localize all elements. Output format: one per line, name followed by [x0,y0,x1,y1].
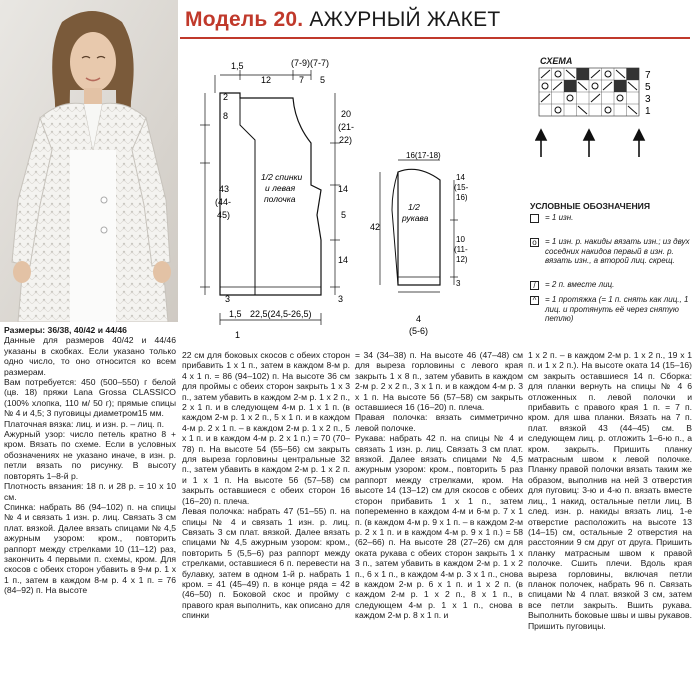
sleeve-label-r11: (11- [454,245,468,254]
instructions-column-2 [182,350,350,621]
sizes-paragraph: Размеры: 36/38, 40/42 и 44/46 [4,325,127,335]
legend-text-purl: = 1 изн. [545,213,574,222]
left-front-paragraph: Левая полочка: набрать 47 (51–55) п. на спицы № 4 и связать 1 изн. р. лиц. Связать 3 см плат. вязкой. Далее вязать спицами № 4,5 ажурным узором: кром., повторить 5 (5,5–6) раз раппорт между стрелками, оставшиеся 6 п. перевести на булавку, затем в одном 1-й р. набрать 1 кром. = 41 (45–49) п. в конце ряда = 42 (46–50) п. Боковой скос и пройму с правого края выполнить, как описано для спинки [182,506,350,621]
sleeve-label-bottom-5: (5-6) [409,326,429,336]
body-label-bottom-15: 1,5 [229,309,242,319]
body-label-right-22: 22) [339,135,353,145]
gauge-paragraph: Плотность вязания: 18 п. и 28 р. = 10 х 10 см. [4,481,176,502]
body-label-left-3: 3 [225,294,231,304]
assembly-paragraph: 1 х 2 п. – в каждом 2-м р. 1 х 2 п., 19 х 1 п. и 1 х 2 п.). На высоте оката 14 (15–16) см закрыть оставшиеся 14 п. Сборка: для планки вернуть на спицы № 4 6 отложенных п. левой полочки и прибавить с правого края 1 п. = 7 п. кром. для шва планки. Вязать на 7 п. плат. вязкой 43 (44–45) см. В следующем лиц. р. отложить 1–6-ю п., а кром. закрыть. Пришить планку матрасным швом к левой полочке. Планку правой полочки вязать таким же образом, выполнив на ней 3 отверстия для пуговиц: 3-ю и 4-ю п. вязать вместе лиц., 1 накид, остальные петли лиц. В след. изн. р. накиды вязать лиц. 1-е отверстие расположить на высоте 13 (14–15) см, остальные 2 отверстия на расстоянии 9 см друг от друга. Пришить планку матрасным швом к правой полочке. Сшить плечи. Вдоль края выреза горловины, включая петли планок полочек, набрать 96 п. Связать спицами № 4 плат. вязкой 3 см, затем все петли закрыть. Вшить рукава. Выполнить боковые швы и швы рукавов. Пришить пуговицы. [528,350,692,631]
materials-paragraph: Вам потребуется: 450 (500–550) г белой (цв. 18) пряжи Lana Grossa CLASSICO (100% хлопка, 110 м/ 50 г); прямые спицы № 4 и 4,5; 3 пуговицы диаметром15 мм. [4,377,176,419]
sizes-note: Данные для размеров 40/42 и 44/46 указаны в скобках. Если указано только одно число, то оно относится ко всем размерам. [4,335,176,377]
scheme-title: СХЕМА [540,56,573,66]
legend-symbol-k2tog: / [530,281,539,290]
body-center-line3: полочка [264,194,296,204]
right-front-paragraph: Правая полочка: вязать симметрично левой полочке. [355,412,523,433]
body-label-right-3: 3 [338,294,344,304]
garter-stitch-paragraph: Платочная вязка: лиц. и изн. р. – лиц. п. [4,418,165,429]
sleeve-label-r16: 16) [456,193,468,202]
scheme-row-3: 3 [645,94,651,105]
body-center-line1: 1/2 спинки [261,172,303,182]
model-number: Модель 20. [185,8,304,31]
body-pattern-diagram [195,55,370,350]
back-continued-paragraph: 22 см для боковых скосов с обеих сторон прибавить 1 х 1 п., затем в каждом 8-м р. 4 х 1 п. = 86 (94–102) п. На высоте 36 см для проймы с обеих сторон закрыть 1 х 3 п., затем убавить в каждом 2-м р. 1 х 2 п., 2 х 1 п. и в следующем 4-м р. 1 х 1 п. (в каждом 2-м р. 1 х 2 п., 5 х 1 п. и в каждом 4-м р. 2 х 1 п. – в каждом 2-м р. 1 х 2 п., 5 х 1 п. и в каждом 4-м р. 2 х 1 п.) = 70 (70–78) п. На высоте 54 (55–56) см закрыть для выреза горловины центральные 32 п., затем убавить в каждом 2-м р. 1 х 2 п. и 1 х 1 п. На высоте 56 (57–58) см закрыть оставшиеся с обеих сторон 16 (16–20) п. плеча. [182,350,350,506]
scheme-row-5: 5 [645,82,651,93]
sleeve-pattern-diagram [370,150,475,340]
body-label-left-43c: 45) [217,210,231,220]
sleeve-label-bottom-4: 4 [416,314,422,324]
model-photo-illustration [0,0,178,322]
legend-symbol-skp: ^ [530,296,539,305]
body-label-top-width: 12 [261,75,272,85]
body-label-right-14a: 14 [338,184,349,194]
sleeve-label-r14: 14 [456,173,465,182]
body-label-right-21: (21- [338,122,355,132]
model-name: АЖУРНЫЙ ЖАКЕТ [309,8,501,31]
sleeve-label-left: 42 [370,222,381,232]
back-paragraph: Спинка: набрать 86 (94–102) п. на спицы № 4 и связать 1 изн. р. лиц. Связать 3 см плат. вязкой. Далее вязать спицами № 4,5 ажурным узором: кром., повторить раппорт между стрелками 10 (11–12) раз, закончить 4 первыми п. схемы, кром. Для скосов с обеих сторон убавить в 9-м р. 1 х 1 п., затем в каждом 8-м р. 4 х 1 п. = 76 (84–92) п. На высоте [4,501,176,596]
sleeve-center-line2: рукава [402,213,429,223]
sleeve-label-r12: 12) [456,255,468,264]
scheme-row-1: 1 [645,106,651,117]
scheme-row-7: 7 [645,70,651,81]
legend-title: УСЛОВНЫЕ ОБОЗНАЧЕНИЯ [530,201,651,211]
body-label-bottom-1: 1 [235,330,241,340]
title-divider [180,37,690,39]
body-label-top-left: 1,5 [231,61,244,71]
body-label-right-20: 20 [341,109,352,119]
legend-symbol-yo: o [530,238,539,247]
model-photo [0,0,178,322]
sleeve-label-top: 16(17-18) [406,151,441,160]
body-label-bottom-width: 22,5(24,5-26,5) [250,309,312,319]
page-title [185,8,500,32]
sleeve-label-r15: (15- [454,183,469,192]
legend-text-k2tog: = 2 п. вместе лиц. [545,280,615,289]
body-center-line2: и левая [265,183,296,193]
legend-symbol-purl [530,214,539,223]
body-label-right-14b: 14 [338,255,349,265]
body-label-left-43b: (44- [215,197,232,207]
body-label-right-5: 5 [341,210,347,220]
knitting-chart [535,62,685,162]
left-front-continued-paragraph: = 34 (34–38) п. На высоте 46 (47–48) см для выреза горловины с левого края закрыть 1 х 8 п., затем убавить в каждом 2-м р. 2 х 2 п., 3 х 1 п. и в каждом 4-м р. 3 х 1 п. На высоте 56 (57–58) см закрыть оставшиеся 16 (16–20) п. плеча. [355,350,523,413]
instructions-column-3 [355,350,523,621]
body-label-top-neck: (7-9)(7-7) [291,58,330,68]
sleeve-label-r10: 10 [456,235,465,244]
legend-text-yo: = 1 изн. р. накиды вязать изн.; из двух соседних накидов первый в изн. р. вязать изн., а второй лиц. скрещ. [545,237,690,266]
body-label-top-5: 5 [320,75,326,85]
sleeve-center-line1: 1/2 [408,202,420,212]
lace-pattern-paragraph: Ажурный узор: число петель кратно 8 + кром. Вязать по схеме. Если в условных обозначениях не указано иначе, в изн. р. петли вязать по рисунку. В высоту повторять 1–8-й р. [4,429,176,481]
body-label-left-43: 43 [219,184,230,194]
legend-text-skp: = 1 протяжка (= 1 п. снять как лиц., 1 лиц. и протянуть её через снятую петлю) [545,295,689,324]
instructions-column-1 [4,325,176,596]
instructions-column-4 [528,350,692,631]
sleeves-paragraph: Рукава: набрать 42 п. на спицы № 4 и связать 1 изн. р. лиц. Связать 3 см плат. вязкой. Далее вязать спицами № 4,5 ажурным узором: кром., повторить 5 раз раппорт между стрелками, кром. На высоте 14 (13–12) см для скосов с обеих сторон прибавить 1 х 1 п., затем попеременно в каждом 4-м и 6-м р. 7 х 1 п. (в каждом 4-м р. 9 х 1 п. – в каждом 2-м р. 2 х 1 п. и в каждом 4-м р. 9 х 1 п.) = 58 (62–66) п. На высоте 28 (27–26) см для оката рукава с обеих сторон закрыть 1 х 3 п., затем убавить в каждом 2-м р. 1 х 2 п., 6 х 1 п., в каждом 4-м р. 3 х 1 п., снова в каждом 2-м р. 6 х 1 п. и 1 х 2 п. (в каждом 2-м р. 1 х 2 п., 8 х 1 п., в следующем 4-м р. 1 х 1 п., снова в каждом 2-м р. 8 х 1 п. и [355,433,523,621]
body-label-left-2: 2 [223,92,229,102]
body-label-top-7: 7 [299,75,305,85]
body-label-left-8: 8 [223,111,229,121]
sleeve-label-r3: 3 [456,279,461,288]
